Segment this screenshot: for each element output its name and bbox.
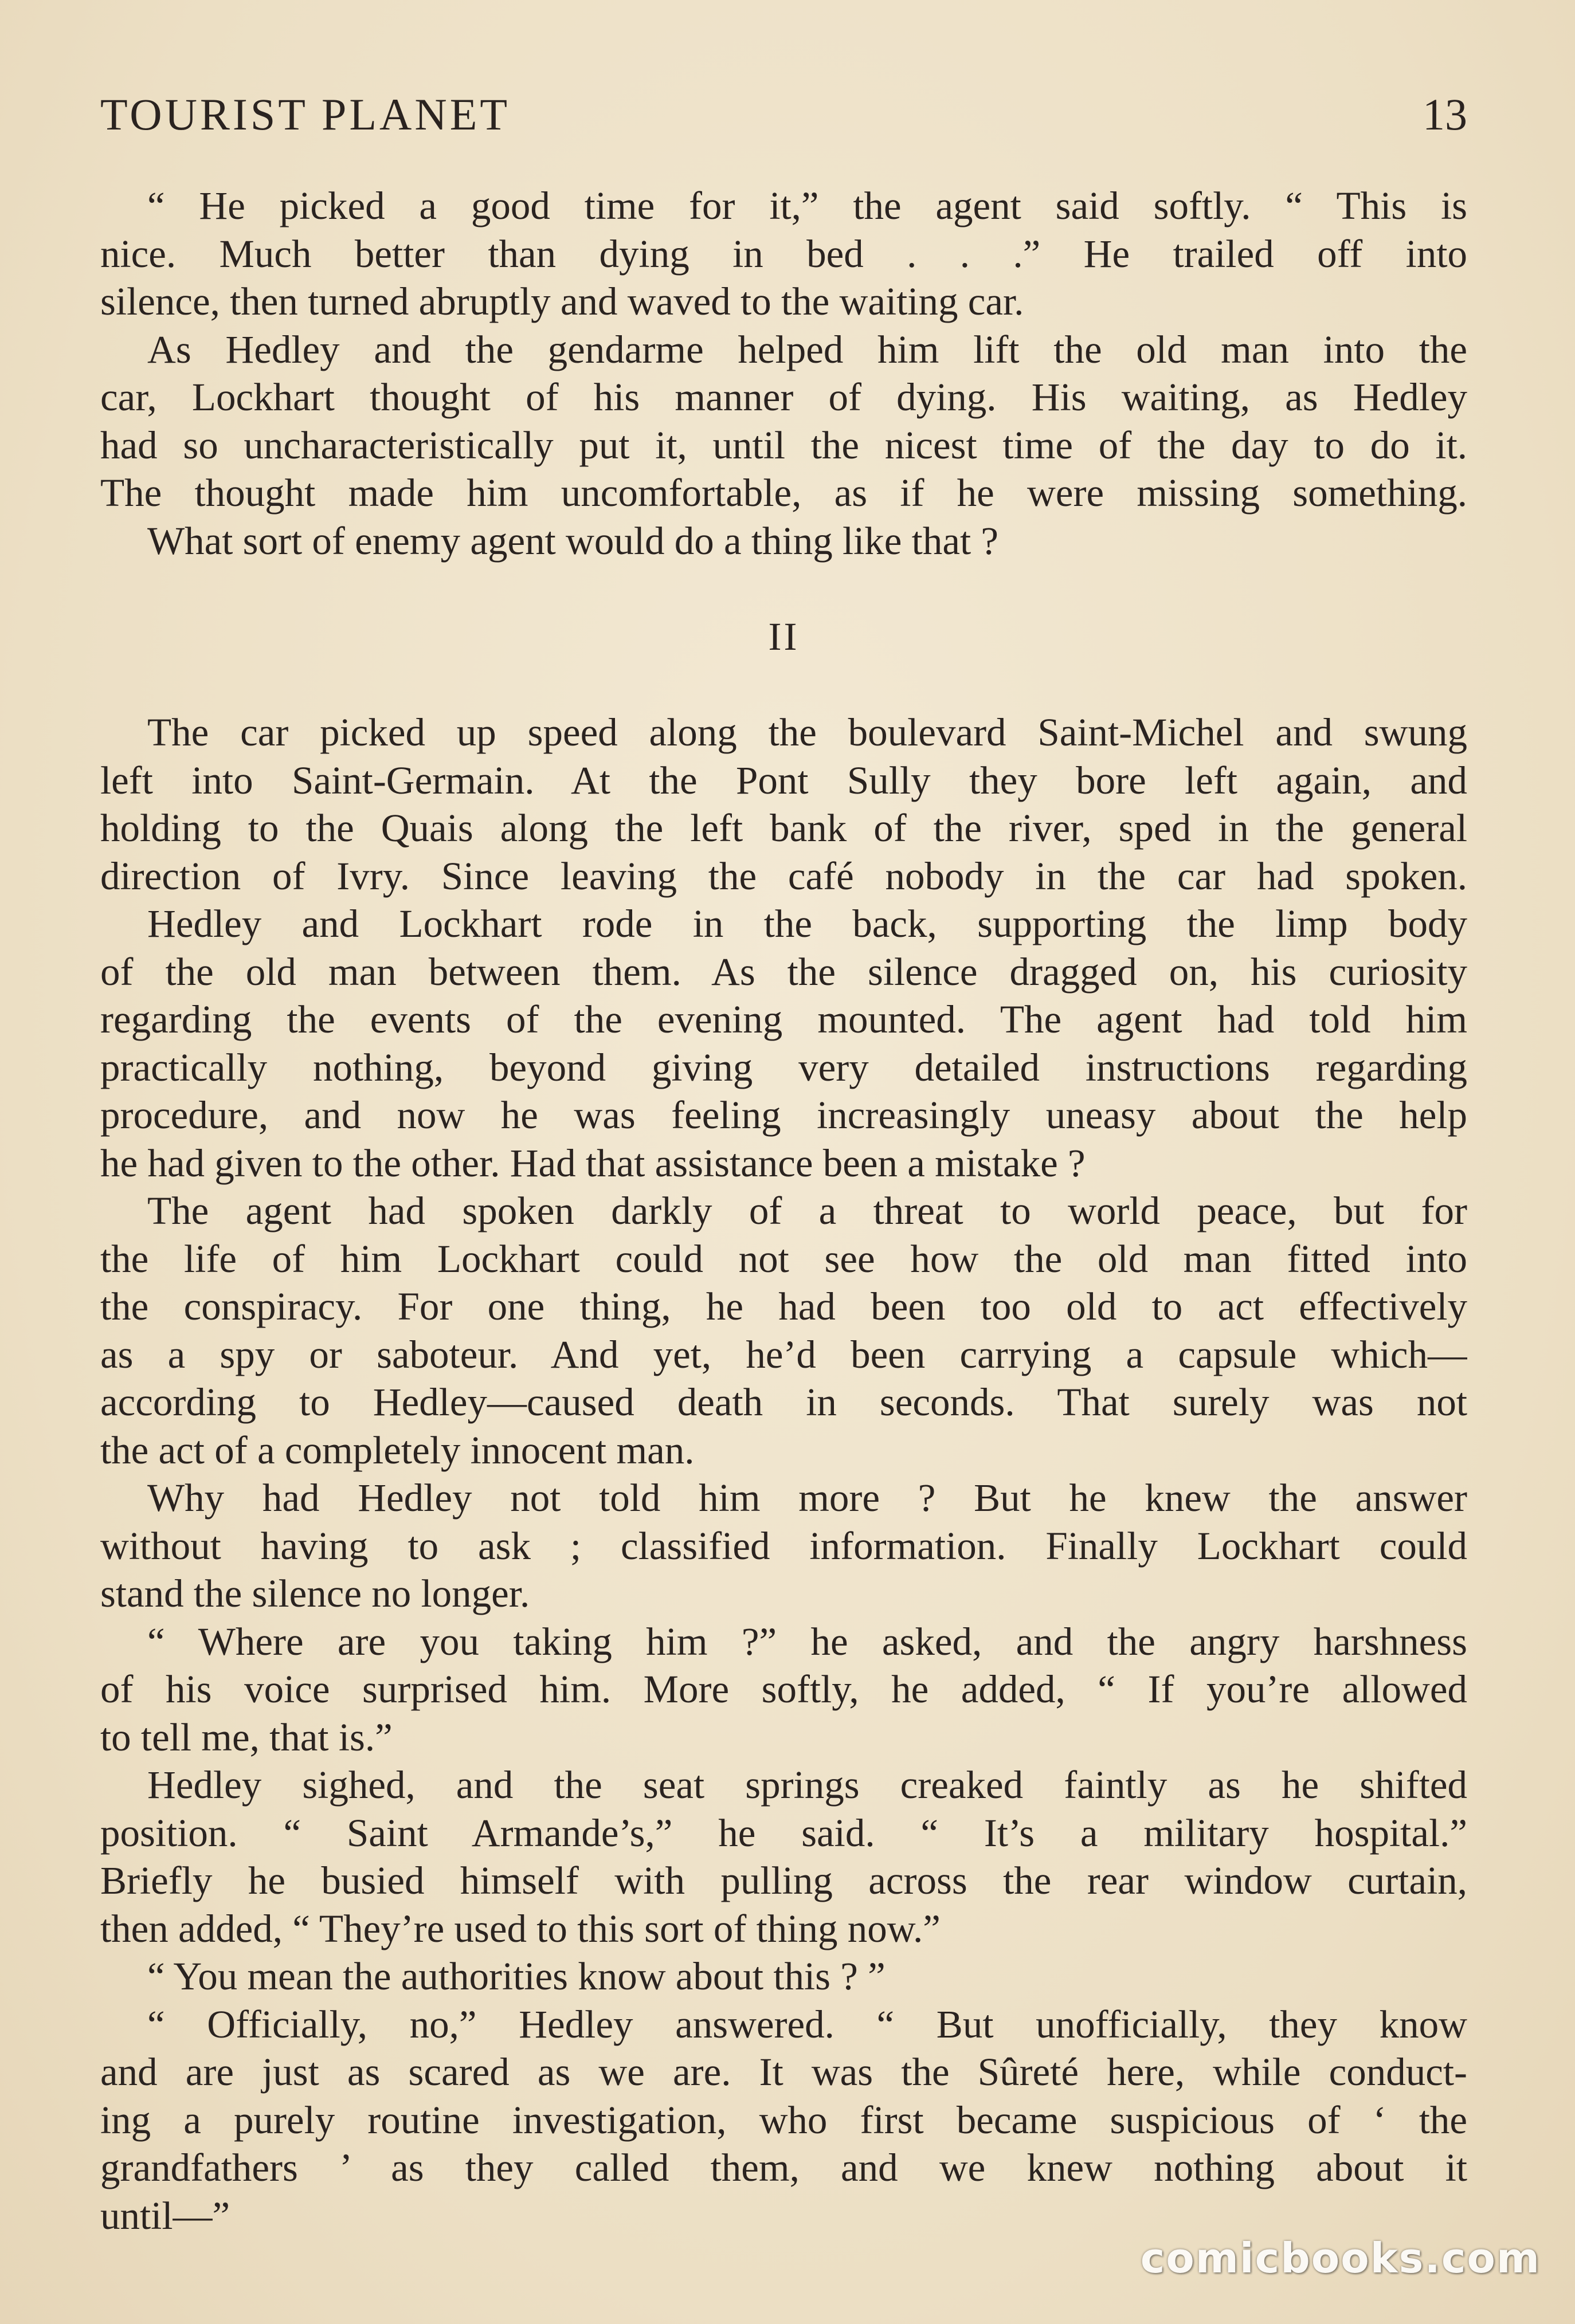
text-line: “ Officially, no,” Hedley answered. “ But unofficially, they know (147, 2002, 1467, 2046)
text-line: procedure, and now he was feeling increasingly uneasy about the help (100, 1093, 1467, 1137)
text-line: The agent had spoken darkly of a threat to world peace, but for (147, 1189, 1467, 1232)
text-line: of the old man between them. As the silence dragged on, his curiosity (100, 949, 1467, 994)
text-line: as a spy or saboteur. And yet, he’d been carrying a capsule which— (100, 1332, 1467, 1376)
text-line: the life of him Lockhart could not see how the old man fitted into (100, 1236, 1467, 1281)
text-line: ing a purely routine investigation, who first became suspicious of ‘ the (100, 2098, 1467, 2142)
watermark: comicbooks.com (1140, 2234, 1541, 2282)
text-line: The thought made him uncomfortable, as if he were missing something. (100, 471, 1467, 515)
running-head (100, 86, 1467, 143)
text-line: the conspiracy. For one thing, he had been too old to act effectively (100, 1285, 1467, 1328)
text-line: As Hedley and the gendarme helped him lift the old man into the (147, 327, 1467, 371)
text-line: practically nothing, beyond giving very detailed instructions regarding (100, 1045, 1467, 1089)
text-line: he had given to the other. Had that assistance been a mistake ? (100, 1141, 1086, 1185)
text-line: position. “ Saint Armande’s,” he said. “ It’s a military hospital.” (100, 1811, 1467, 1855)
text-line: left into Saint-Germain. At the Pont Sully they bore left again, and (100, 758, 1467, 802)
text-line: car, Lockhart thought of his manner of dying. His waiting, as Hedley (100, 375, 1467, 419)
text-line: “ You mean the authorities know about this ? ” (147, 1954, 886, 1998)
text-line: Why had Hedley not told him more ? But he knew the answer (147, 1476, 1467, 1520)
text-line: had so uncharacteristically put it, until the nicest time of the day to do it. (100, 423, 1467, 467)
text-line: Hedley and Lockhart rode in the back, supporting the limp body (147, 902, 1467, 945)
section-heading: II (768, 615, 800, 658)
text-line: stand the silence no longer. (100, 1572, 530, 1615)
text-line: direction of Ivry. Since leaving the café nobody in the car had spoken. (100, 854, 1467, 898)
text-line: and are just as scared as we are. It was the Sûreté here, while conduct- (100, 2050, 1467, 2094)
text-line: until—” (100, 2193, 230, 2237)
text-line: the act of a completely innocent man. (100, 1428, 695, 1472)
running-title: TOURIST PLANET (100, 89, 510, 139)
text-line: What sort of enemy agent would do a thing like that ? (147, 519, 999, 563)
text-line: nice. Much better than dying in bed . . .” He trailed off into (100, 231, 1467, 276)
text-line: The car picked up speed along the boulevard Saint-Michel and swung (147, 710, 1467, 754)
text-line: Hedley sighed, and the seat springs creaked faintly as he shifted (147, 1763, 1467, 1807)
text-line: regarding the events of the evening mounted. The agent had told him (100, 998, 1467, 1041)
text-line: of his voice surprised him. More softly, he added, “ If you’re allowed (100, 1667, 1467, 1711)
page-number: 13 (1423, 89, 1467, 139)
text-line: “ He picked a good time for it,” the agent said softly. “ This is (147, 184, 1467, 227)
body-text (100, 182, 1467, 2240)
text-line: then added, “ They’re used to this sort of thing now.” (100, 1906, 941, 1950)
text-line: Briefly he busied himself with pulling across the rear window curtain, (100, 1859, 1467, 1902)
text-line: “ Where are you taking him ?” he asked, and the angry harshness (147, 1619, 1467, 1663)
text-line: to tell me, that is.” (100, 1715, 393, 1759)
text-line: according to Hedley—caused death in seconds. That surely was not (100, 1380, 1467, 1424)
text-line: silence, then turned abruptly and waved to the waiting car. (100, 280, 1024, 323)
text-line: without having to ask ; classified information. Finally Lockhart could (100, 1524, 1467, 1568)
text-line: holding to the Quais along the left bank of the river, sped in the general (100, 806, 1467, 850)
text-line: grandfathers ’ as they called them, and we knew nothing about it (100, 2146, 1467, 2189)
